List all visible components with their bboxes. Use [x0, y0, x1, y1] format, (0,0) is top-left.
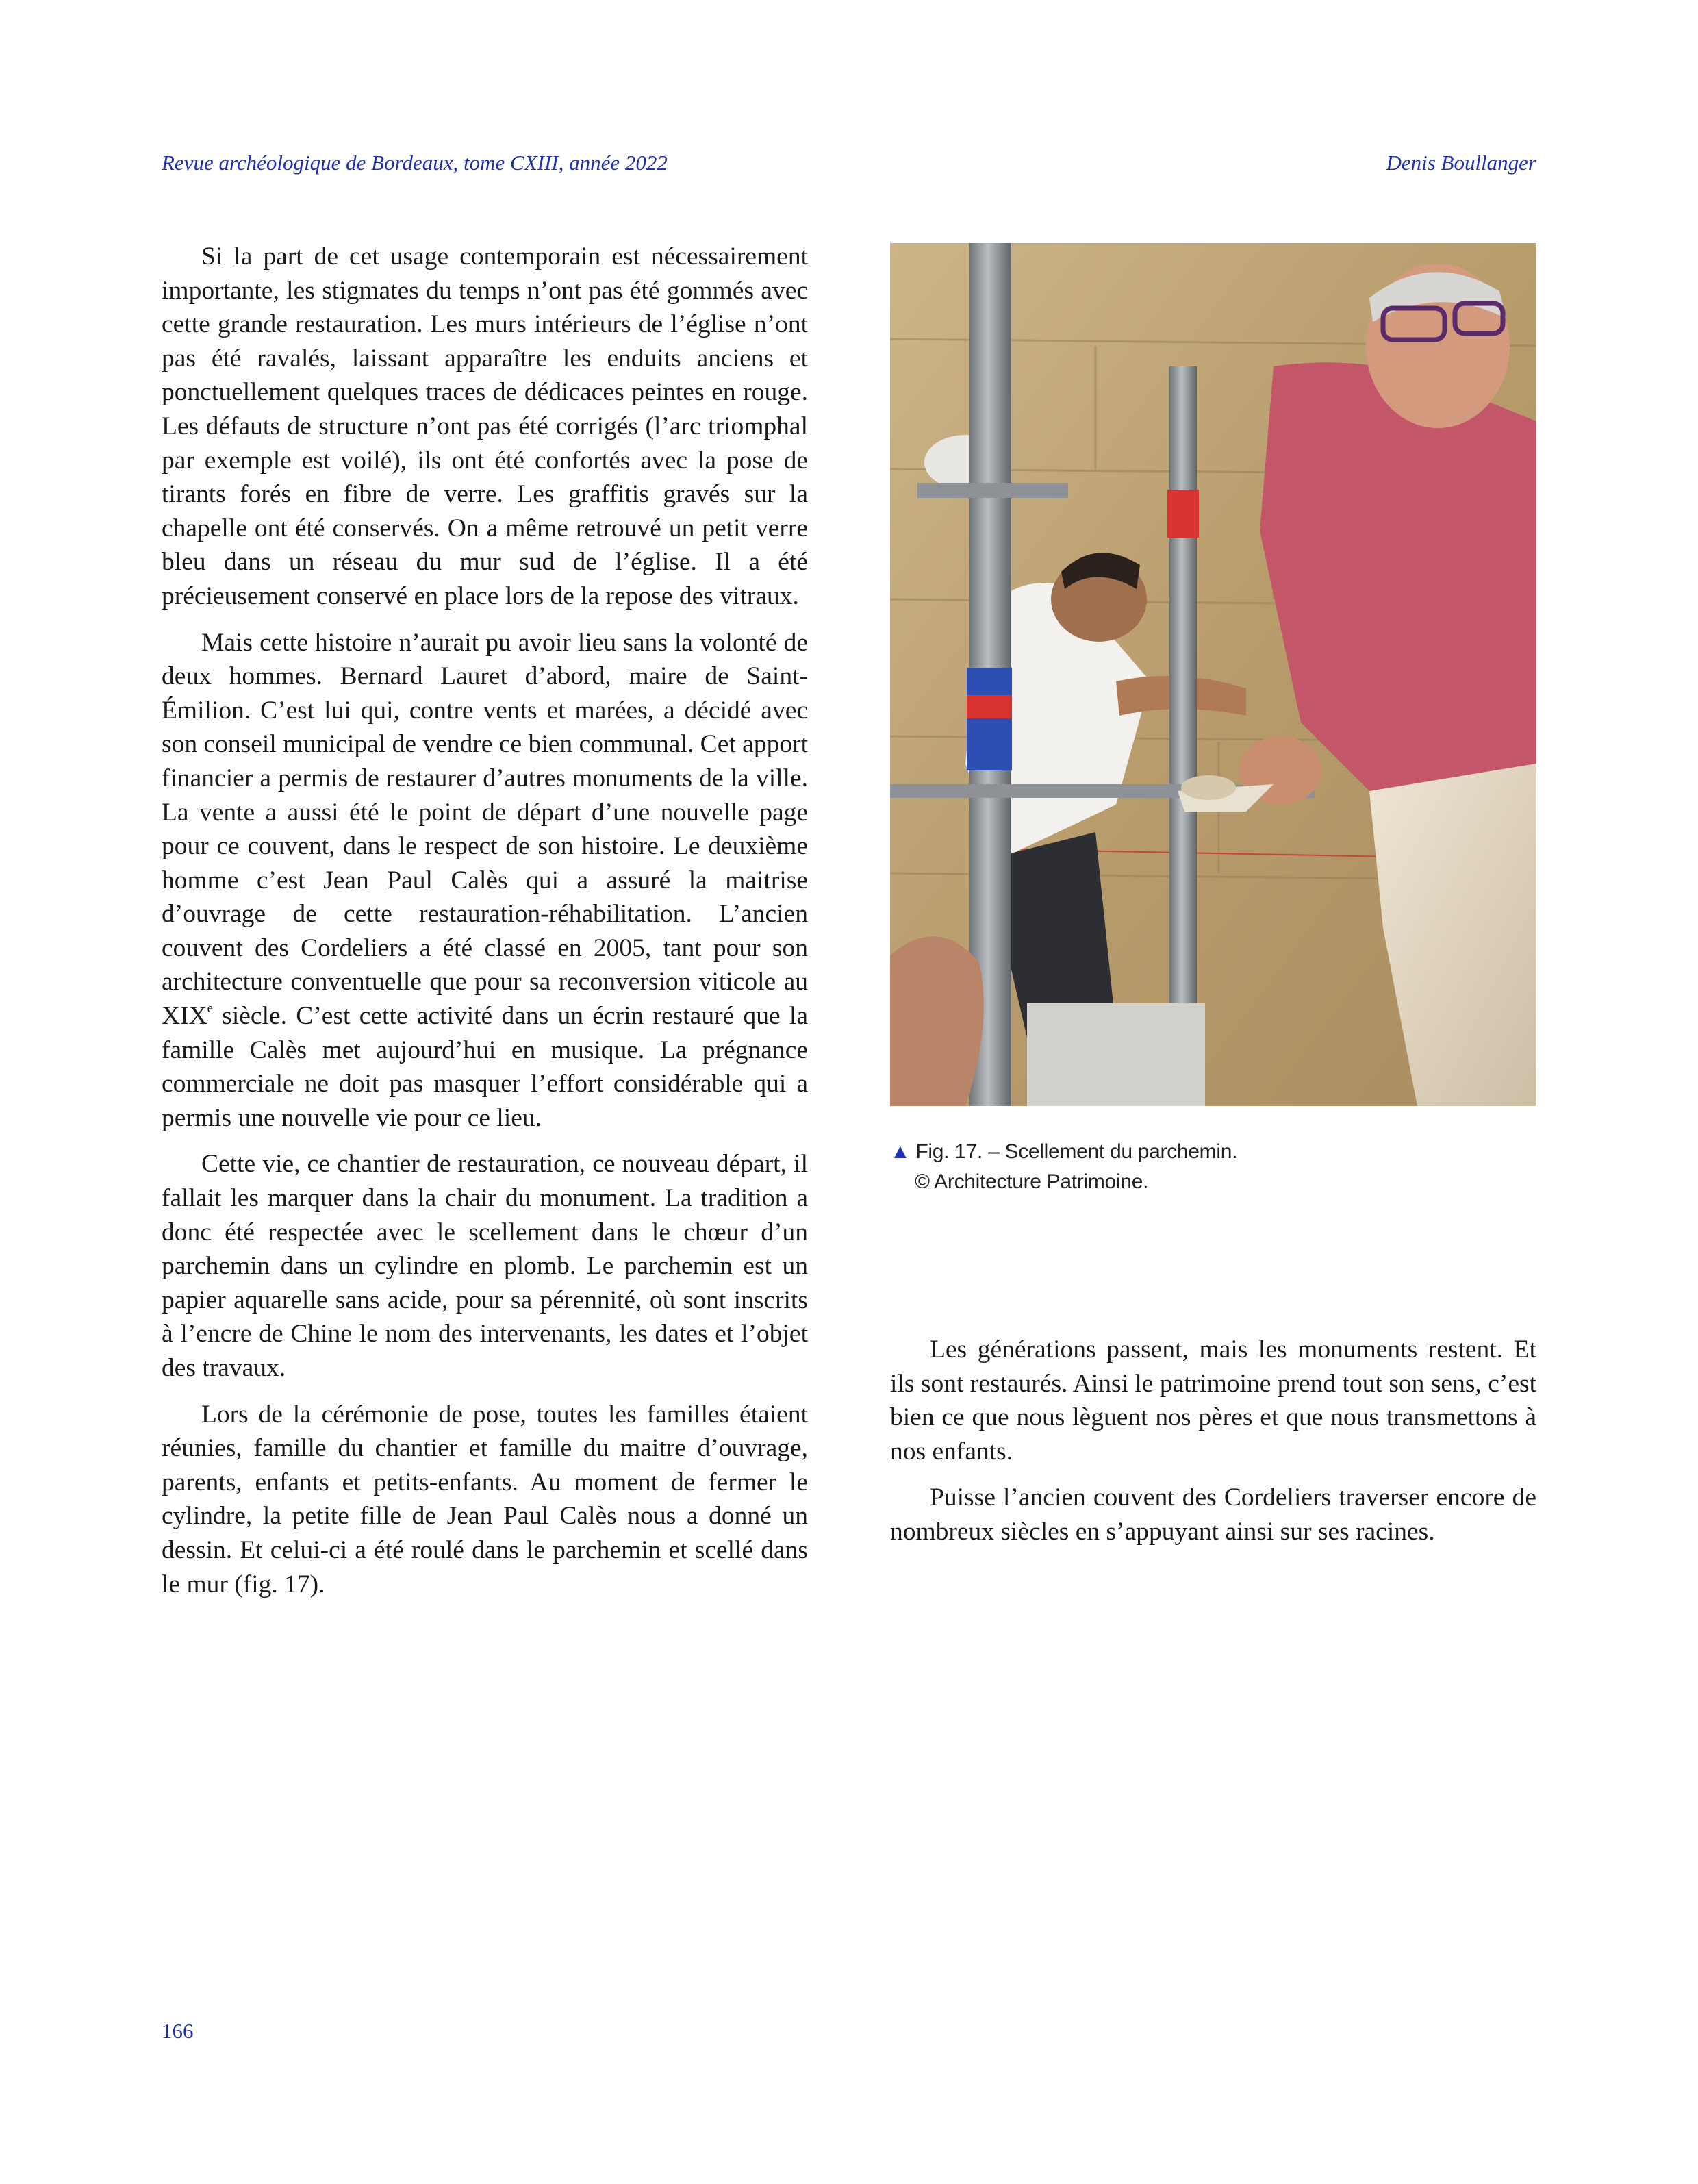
page-number: 166: [162, 2019, 194, 2043]
caption-title: Fig. 17. – Scellement du parchemin.: [915, 1140, 1238, 1163]
paragraph-6: Puisse l’ancien couvent des Cordeliers traverser encore de nombreux siècles en s’appuyant ainsi sur ses racines.: [890, 1483, 1536, 1546]
left-column: [162, 240, 808, 1614]
triangle-marker-icon: ▲: [890, 1140, 911, 1163]
caption-credit: © Architecture Patrimoine.: [915, 1170, 1149, 1193]
paragraph-5: Les générations passent, mais les monuments restent. Et ils sont restaurés. Ainsi le patrimoine prend tout son sens, c’est bien ce que nous lèguent nos pères et que nous transmettons à nos enfants.: [890, 1335, 1536, 1466]
paragraph-3: Cette vie, ce chantier de restauration, ce nouveau départ, il fallait les marquer dans la chair du monument. La tradition a donc été respectée avec le scellement dans le chœur d’un parchemin dans un cylindre en plomb. Le parchemin est un papier aquarelle sans acide, pour sa pérennité, où sont inscrits à l’encre de Chine le nom des intervenants, les dates et l’objet des travaux.: [162, 1150, 808, 1382]
right-column: [890, 1333, 1536, 1561]
running-head-author: Denis Boullanger: [1386, 151, 1536, 175]
paragraph-2: Mais cette histoire n’aurait pu avoir lieu sans la volonté de deux hommes. Bernard Lauret d’abord, maire de Saint-Émilion. C’est lui qui, contre vents et marées, a décidé avec son conseil municipal de vendre ce bien communal. Cet apport financier a permis de restaurer d’autres monuments de la ville. La vente a aussi été le point de départ d’une nouvelle page pour ce couvent, dans le respect de son histoire. Le deuxième homme c’est Jean Paul Calès qui a assuré la maitrise d’ouvrage de cette restauration-réhabilitation. L’ancien couvent des Cordeliers a été classé en 2005, tant pour son architecture conventuelle que pour sa reconversion viticole au XIXe siècle. C’est cette activité dans un écrin restauré que la famille Calès met aujourd’hui en musique. La prégnance commerciale ne doit pas masquer l’effort considérable qui a permis une nouvelle vie pour ce lieu.: [162, 628, 808, 1132]
paragraph-1: Si la part de cet usage contemporain est nécessairement importante, les stigmates du temps n’ont pas été gommés avec cette grande restauration. Les murs intérieurs de l’église n’ont pas été ravalés, laissant apparaître les enduits anciens et ponctuellement quelques traces de dédicaces peintes en rouge. Les défauts de structure n’ont pas été corrigés (l’arc triomphal par exemple est voilé), ils ont été confortés avec la pose de tirants forés en fibre de verre. Les graffitis gravés sur la chapelle ont été conservés. On a même retrouvé un petit verre bleu dans un réseau du mur sud de l’église. Il a été précieusement conservé en place lors de la repose des vitraux.: [162, 242, 808, 610]
running-head-journal: Revue archéologique de Bordeaux, tome CXIII, année 2022: [162, 151, 668, 175]
figure-photo-scellement: [890, 243, 1536, 1106]
figure-caption: [890, 1137, 1237, 1197]
paragraph-4: Lors de la cérémonie de pose, toutes les familles étaient réunies, famille du chantier et famille du maitre d’ouvrage, parents, enfants et petits-enfants. Au moment de fermer le cylindre, la petite fille de Jean Paul Calès nous a donné un dessin. Et celui-ci a été roulé dans le parchemin et scellé dans le mur (fig. 17).: [162, 1400, 808, 1598]
